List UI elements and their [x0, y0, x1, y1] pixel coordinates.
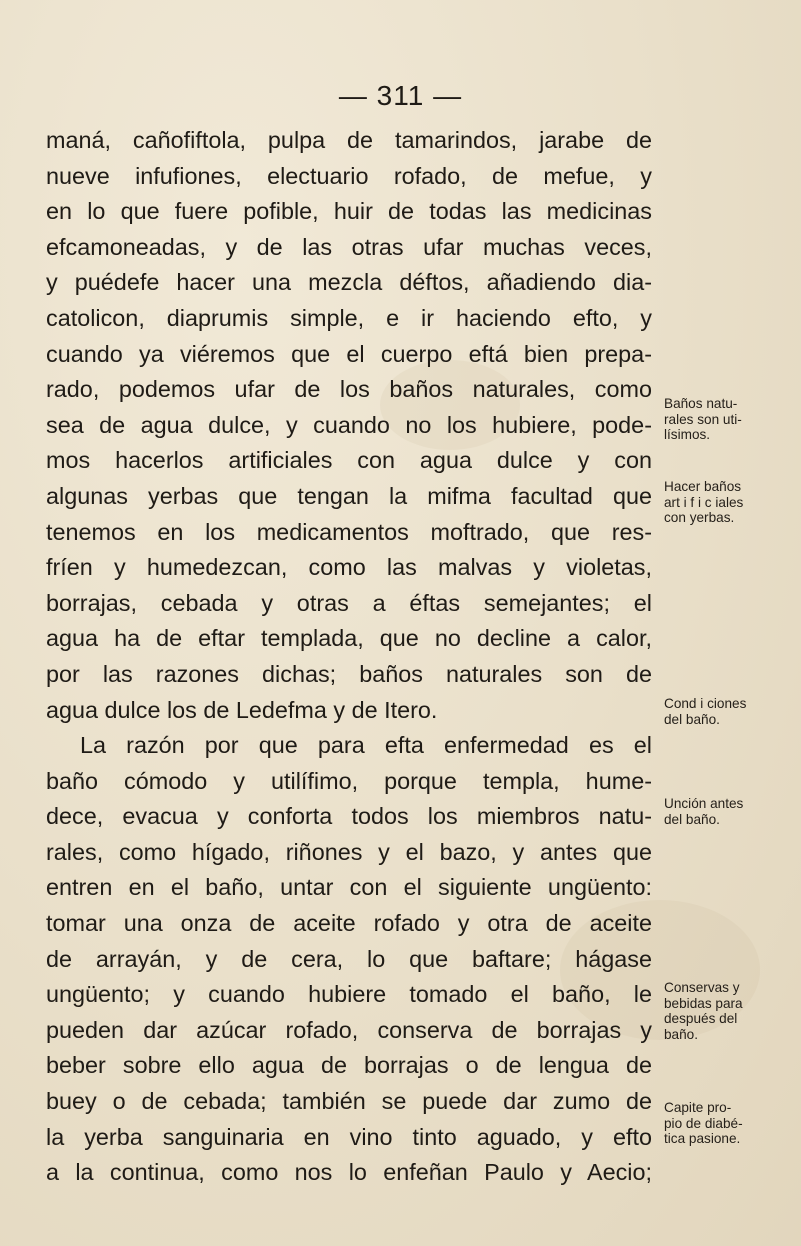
- text-line: por las razones dichas; baños naturales son de: [46, 660, 652, 687]
- text-line: buey o de cebada; también se puede dar zumo de: [46, 1088, 652, 1115]
- margin-note-line: Baños natu-: [664, 396, 738, 411]
- text-line: nueve infufiones, electuario rofado, de mefue, y: [46, 162, 652, 189]
- margin-note-line: después del: [664, 1011, 738, 1026]
- text-line: beber sobre ello agua de borrajas o de lengua de: [46, 1052, 652, 1079]
- margin-note-line: del baño.: [664, 811, 720, 827]
- text-line: mos hacerlos artificiales con agua dulce y con: [46, 447, 652, 474]
- text-line: efcamoneadas, y de las otras ufar muchas veces,: [46, 233, 652, 260]
- text-line: agua dulce los de Ledefma y de Itero.: [46, 696, 438, 723]
- margin-note-line: art i f i c iales: [664, 494, 744, 510]
- text-line: agua ha de eftar templada, que no decline a calor,: [46, 625, 652, 652]
- margin-note-line: Hacer baños: [664, 479, 742, 494]
- text-line: maná, cañofiftola, pulpa de tamarindos, jarabe de: [46, 127, 652, 153]
- margin-note-line: bebidas para: [664, 995, 743, 1011]
- text-line: de arrayán, y de cera, lo que baftare; hágase: [46, 945, 652, 972]
- text-line: rales, como hígado, riñones y el bazo, y antes que: [46, 838, 652, 865]
- body-text: [46, 123, 652, 1191]
- margin-note-line: baño.: [664, 1026, 699, 1042]
- text-line: a la continua, como nos lo enfeñan Paulo y Aecio;: [46, 1159, 652, 1186]
- text-line: tenemos en los medicamentos moftrado, que res-: [46, 518, 652, 545]
- text-line: entren en el baño, untar con el siguiente ungüento:: [46, 874, 652, 901]
- margin-note-conservas: [664, 980, 782, 1042]
- margin-note-line: pio de diabé-: [664, 1115, 743, 1131]
- margin-note-line: Conservas y: [664, 980, 740, 995]
- margin-note-line: del baño.: [664, 711, 720, 727]
- margin-note-line: Capite pro-: [664, 1100, 732, 1115]
- margin-note-line: Unción antes: [664, 796, 744, 811]
- margin-note-uncion: [664, 796, 782, 827]
- text-line: la yerba sanguinaria en vino tinto aguado, y efto: [46, 1123, 652, 1150]
- margin-note-line: con yerbas.: [664, 510, 735, 525]
- text-line: y puédefe hacer una mezcla déftos, añadiendo dia-: [46, 269, 652, 296]
- text-line: dece, evacua y conforta todos los miembros natu-: [46, 803, 652, 830]
- margin-note-banos-artificiales: [664, 479, 782, 526]
- text-line: en lo que fuere pofible, huir de todas las medicinas: [46, 198, 652, 225]
- margin-note-condiciones: [664, 696, 782, 727]
- text-line: baño cómodo y utilífimo, porque templa, hume-: [46, 767, 652, 794]
- page-number: — 311 —: [338, 80, 463, 111]
- text-line: borrajas, cebada y otras a éftas semejantes; el: [46, 589, 652, 616]
- margin-note-line: lísimos.: [664, 427, 711, 442]
- text-line: pueden dar azúcar rofado, conserva de borrajas y: [46, 1016, 652, 1043]
- text-line: tomar una onza de aceite rofado y otra de aceite: [46, 910, 652, 937]
- margin-note-line: rales son uti-: [664, 411, 742, 427]
- text-line: La razón por que para efta enfermedad es el: [80, 732, 652, 759]
- margin-note-capite: [664, 1100, 782, 1147]
- text-line: catolicon, diaprumis simple, e ir haciendo efto, y: [46, 304, 652, 331]
- text-line: rado, podemos ufar de los baños naturales, como: [46, 376, 652, 403]
- margin-note-line: Cond i ciones: [664, 696, 747, 711]
- text-line: fríen y humedezcan, como las malvas y violetas,: [46, 554, 652, 581]
- text-line: ungüento; y cuando hubiere tomado el baño, le: [46, 981, 652, 1008]
- margin-note-line: tica pasione.: [664, 1131, 741, 1146]
- text-line: sea de agua dulce, y cuando no los hubiere, pode-: [46, 411, 652, 438]
- text-line: algunas yerbas que tengan la mifma facultad que: [46, 482, 652, 509]
- text-line: cuando ya viéremos que el cuerpo eftá bien prepa-: [46, 340, 652, 367]
- margin-note-banos-naturales: [664, 396, 782, 443]
